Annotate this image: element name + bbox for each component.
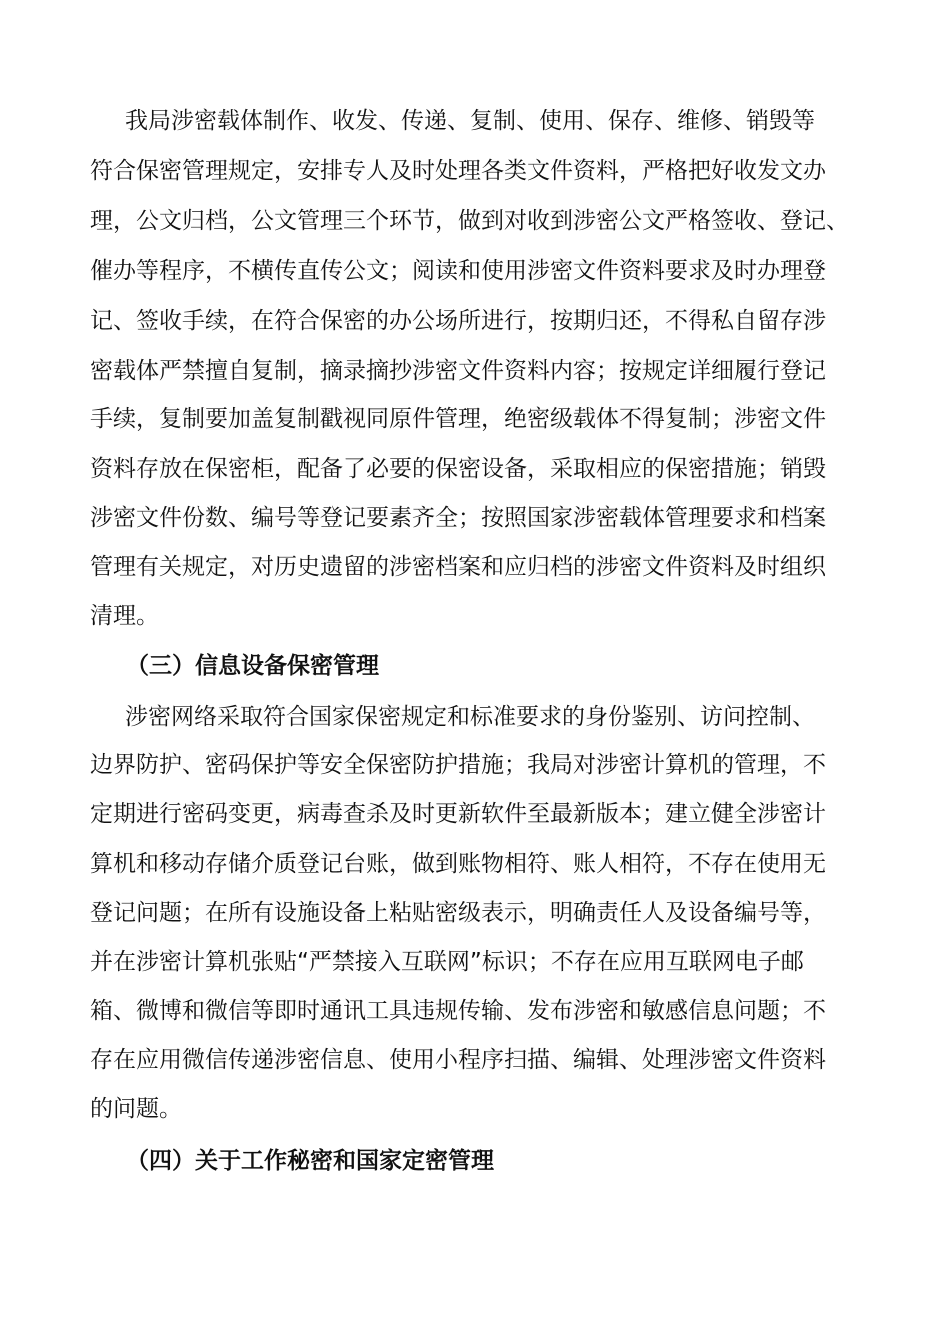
section-heading-3: （三）信息设备保密管理 <box>126 653 379 679</box>
paragraph-1-line-1: 我局涉密载体制作、收发、传递、复制、使用、保存、维修、销毁等 <box>125 108 815 134</box>
paragraph-2-line-8: 存在应用微信传递涉密信息、使用小程序扫描、编辑、处理涉密文件资料 <box>90 1047 826 1073</box>
paragraph-1-line-11: 清理。 <box>90 603 159 629</box>
paragraph-2-line-1: 涉密网络采取符合国家保密规定和标准要求的身份鉴别、访问控制、 <box>125 704 815 730</box>
paragraph-1-line-10: 管理有关规定，对历史遗留的涉密档案和应归档的涉密文件资料及时组织 <box>90 554 826 580</box>
paragraph-2-line-4: 算机和移动存储介质登记台账，做到账物相符、账人相符，不存在使用无 <box>90 851 826 877</box>
paragraph-2-line-3: 定期进行密码变更，病毒查杀及时更新软件至最新版本；建立健全涉密计 <box>90 801 826 827</box>
section-heading-4: （四）关于工作秘密和国家定密管理 <box>126 1148 494 1174</box>
paragraph-1-line-8: 资料存放在保密柜，配备了必要的保密设备，采取相应的保密措施；销毁 <box>90 456 826 482</box>
paragraph-2-line-7: 箱、微博和微信等即时通讯工具违规传输、发布涉密和敏感信息问题；不 <box>90 998 826 1024</box>
paragraph-1-line-2: 符合保密管理规定，安排专人及时处理各类文件资料，严格把好收发文办 <box>90 158 826 184</box>
paragraph-1-line-9: 涉密文件份数、编号等登记要素齐全；按照国家涉密载体管理要求和档案 <box>90 505 826 531</box>
paragraph-2-line-2: 边界防护、密码保护等安全保密防护措施；我局对涉密计算机的管理，不 <box>90 752 826 778</box>
paragraph-1-line-7: 手续，复制要加盖复制戳视同原件管理，绝密级载体不得复制；涉密文件 <box>90 406 826 432</box>
paragraph-1-line-6: 密载体严禁擅自复制，摘录摘抄涉密文件资料内容；按规定详细履行登记 <box>90 358 826 384</box>
paragraph-2-line-6: 并在涉密计算机张贴“严禁接入互联网”标识；不存在应用互联网电子邮 <box>90 949 804 975</box>
paragraph-2-line-5: 登记问题；在所有设施设备上粘贴密级表示，明确责任人及设备编号等， <box>90 900 826 926</box>
paragraph-1-line-4: 催办等程序，不横传直传公文；阅读和使用涉密文件资料要求及时办理登 <box>90 258 826 284</box>
paragraph-2-line-9: 的问题。 <box>90 1096 182 1122</box>
paragraph-1-line-5: 记、签收手续，在符合保密的办公场所进行，按期归还，不得私自留存涉 <box>90 308 826 334</box>
paragraph-1-line-3: 理，公文归档，公文管理三个环节，做到对收到涉密公文严格签收、登记、 <box>90 208 849 234</box>
